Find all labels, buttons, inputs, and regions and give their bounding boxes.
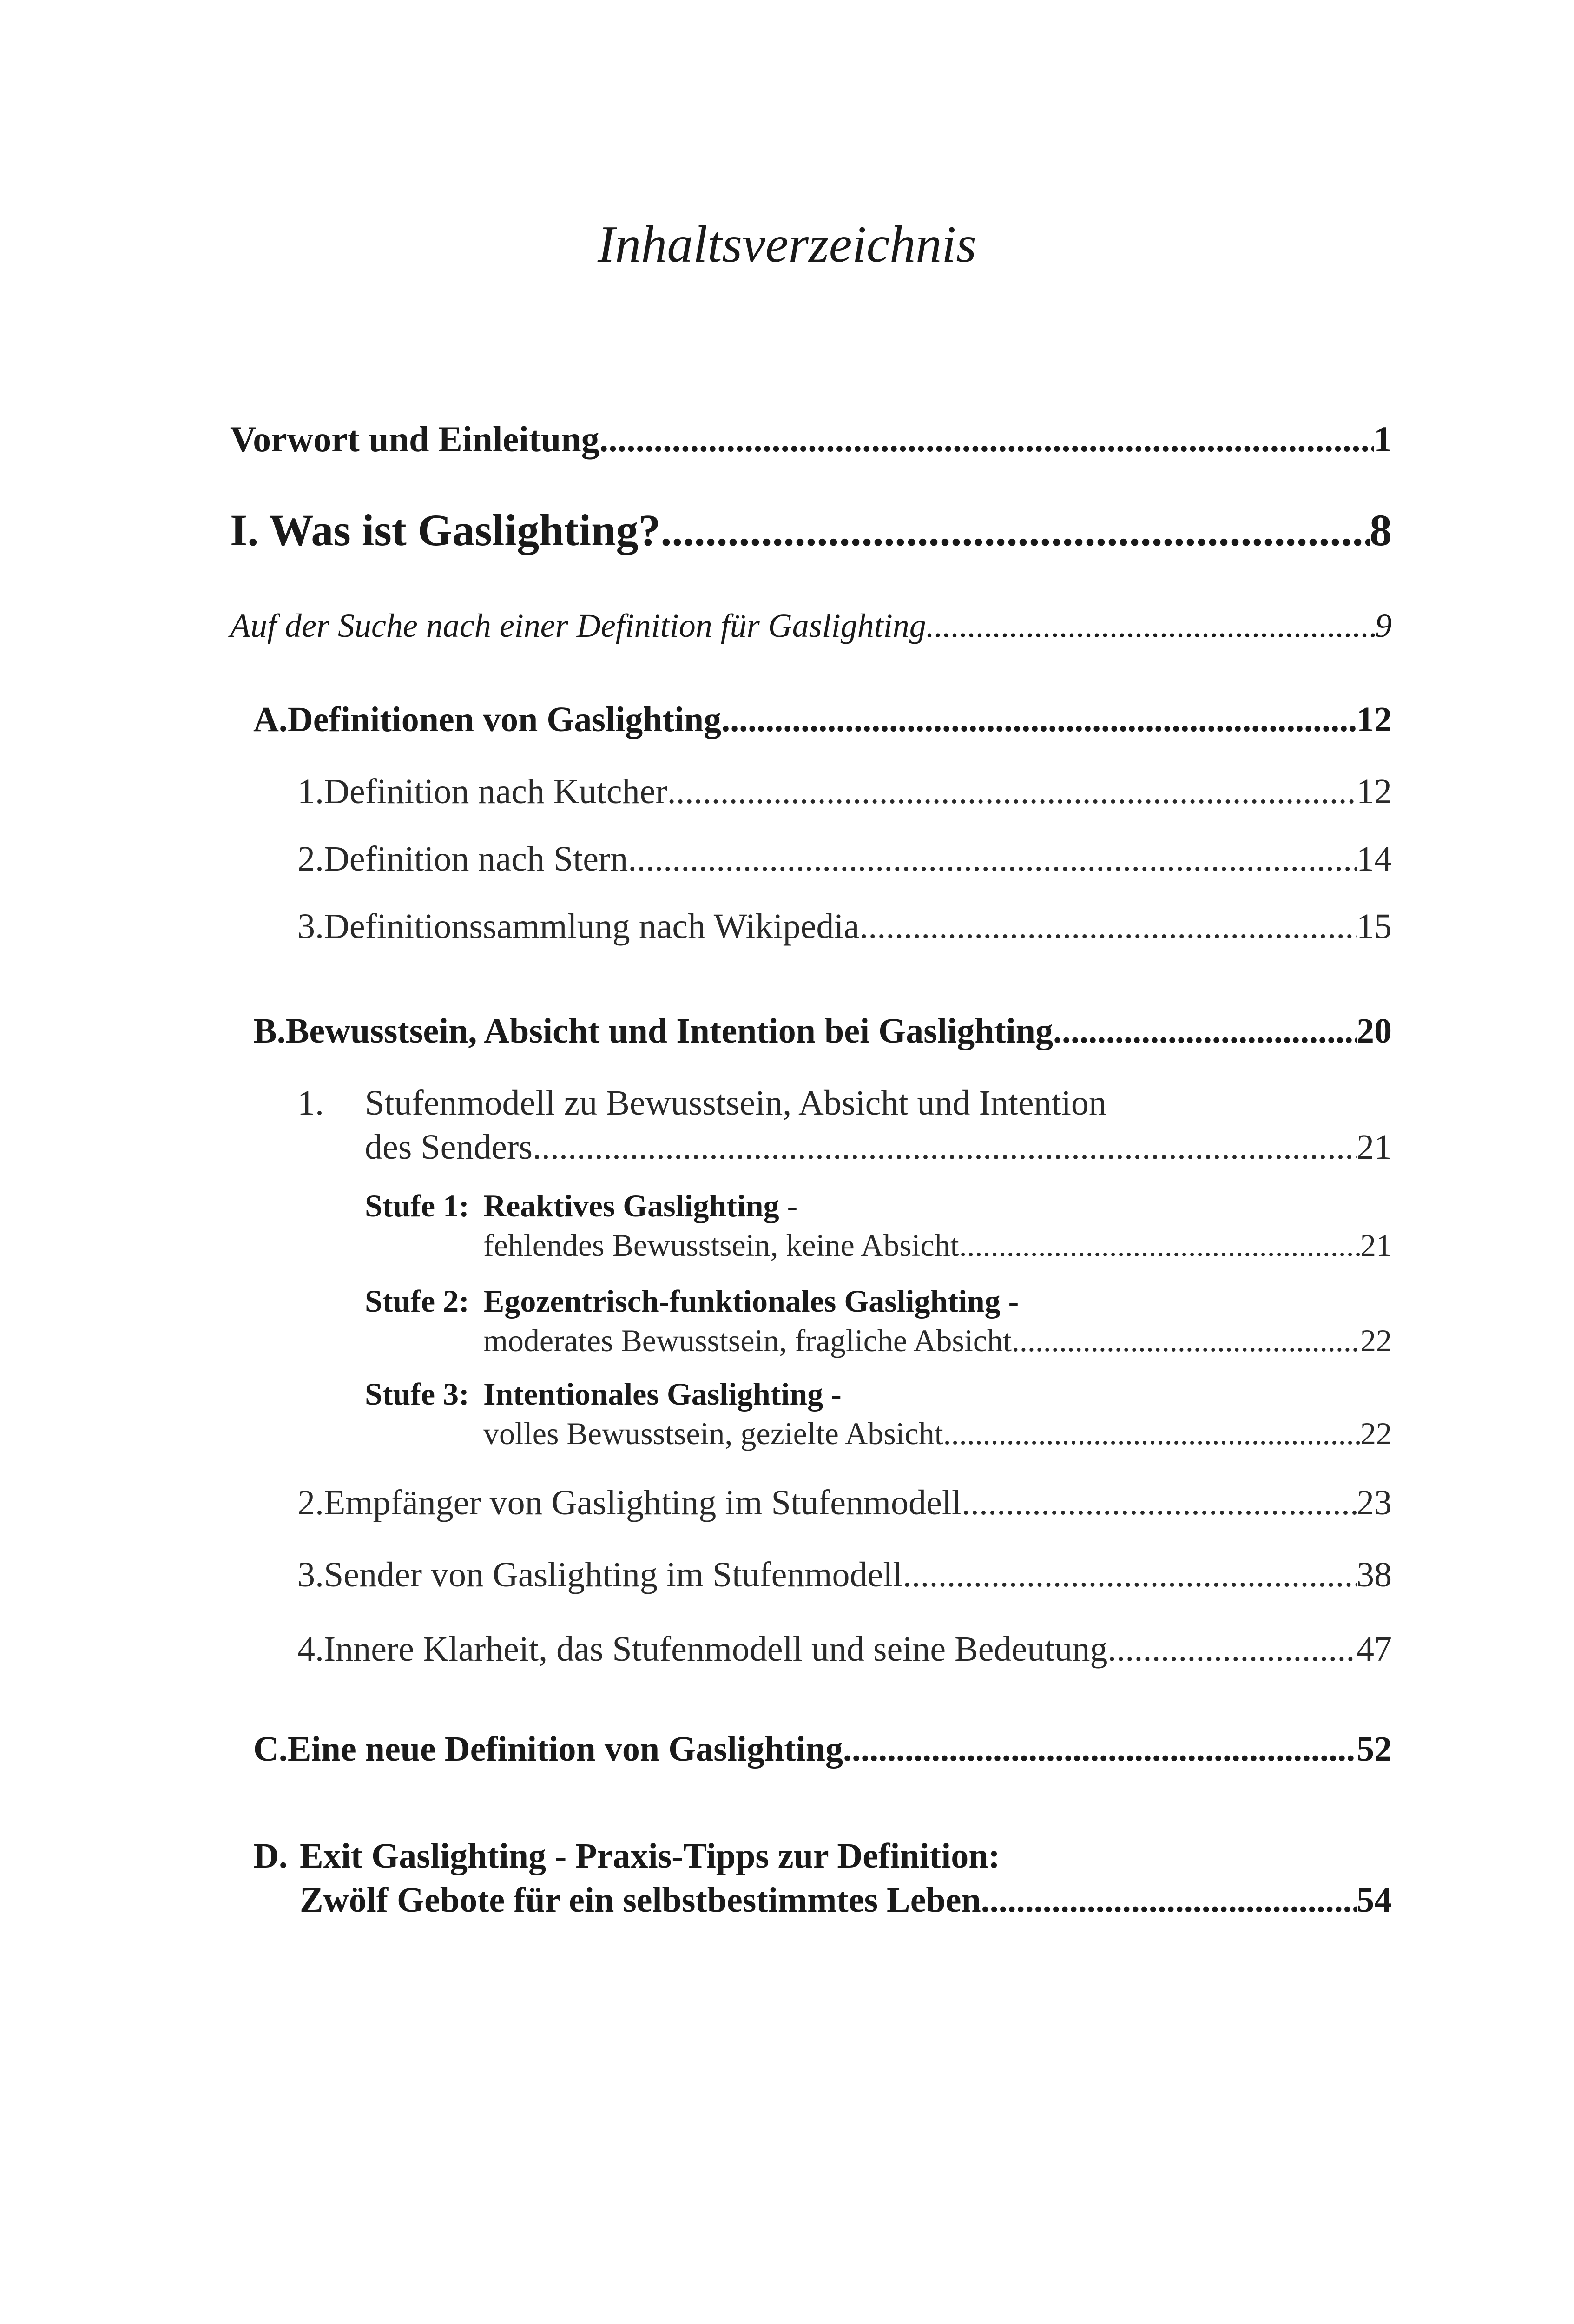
toc-entry-stufe-2-line1[interactable] <box>365 1283 1019 1320</box>
toc-entry-text: Egozentrisch-funktionales Gaslighting - <box>483 1283 1019 1319</box>
toc-entry-label: 1. <box>297 772 324 811</box>
toc-entry-label: 1. <box>297 1083 324 1122</box>
toc-entry-label: 3. <box>297 907 324 946</box>
toc-page-number: 14 <box>1357 839 1392 878</box>
toc-leader-dots <box>981 1880 1357 1921</box>
toc-entry-text: Definition nach Stern <box>324 839 628 878</box>
toc-entry-label: A. <box>253 700 288 739</box>
toc-leader-dots <box>959 1227 1360 1264</box>
toc-page-number: 47 <box>1357 1630 1392 1669</box>
toc-entry-text: Exit Gaslighting - Praxis-Tipps zur Definition: <box>300 1836 1000 1875</box>
toc-page-number: 12 <box>1357 700 1392 739</box>
toc-entry-label: 4. <box>297 1630 324 1669</box>
toc-leader-dots <box>599 418 1374 460</box>
toc-leader-dots <box>926 607 1375 645</box>
toc-leader-dots <box>667 772 1357 812</box>
toc-leader-dots <box>843 1729 1357 1769</box>
toc-entry-stufe-1[interactable] <box>483 1227 1392 1264</box>
toc-leader-dots <box>1107 1629 1357 1670</box>
toc-entry-vorwort[interactable] <box>230 418 1392 460</box>
toc-entry-b3[interactable] <box>297 1555 1392 1595</box>
toc-entry-text: Stufenmodell zu Bewusstsein, Absicht und Intention <box>365 1083 1106 1122</box>
toc-entry-text: Definition nach Kutcher <box>324 772 667 811</box>
toc-page-number: 54 <box>1357 1881 1392 1920</box>
toc-entry-a2[interactable] <box>297 839 1392 879</box>
toc-entry-text: Reaktives Gaslighting - <box>483 1188 798 1223</box>
toc-entry-b4[interactable] <box>297 1629 1392 1670</box>
toc-page-number: 8 <box>1370 505 1392 555</box>
toc-entry-label: Stufe 3: <box>365 1376 469 1412</box>
toc-entry-label: C. <box>253 1730 288 1769</box>
toc-page-number: 52 <box>1357 1730 1392 1769</box>
toc-page-number: 12 <box>1357 772 1392 811</box>
toc-entry-text: moderates Bewusstsein, fragliche Absicht <box>483 1323 1012 1358</box>
toc-entry-label: 2. <box>297 839 324 878</box>
toc-entry-b2[interactable] <box>297 1483 1392 1523</box>
toc-page-number: 20 <box>1357 1011 1392 1050</box>
toc-entry-label: Stufe 2: <box>365 1283 469 1319</box>
toc-entry-text: des Senders <box>365 1128 533 1167</box>
toc-page-number: 38 <box>1357 1555 1392 1594</box>
toc-leader-dots <box>1012 1322 1360 1359</box>
toc-page-number: 15 <box>1357 907 1392 946</box>
toc-entry-text: Sender von Gaslighting im Stufenmodell <box>324 1555 903 1594</box>
toc-page-number: 22 <box>1360 1323 1392 1358</box>
toc-leader-dots <box>660 504 1370 556</box>
toc-entry-section-d-line1[interactable] <box>253 1836 1000 1876</box>
toc-entry-text: Auf der Suche nach einer Definition für Gaslighting <box>230 607 926 644</box>
toc-entry-text: Zwölf Gebote für ein selbstbestimmtes Leben <box>300 1881 981 1920</box>
page-title: Inhaltsverzeichnis <box>598 216 976 273</box>
toc-entry-section-b[interactable] <box>253 1011 1392 1051</box>
toc-leader-dots <box>721 700 1357 740</box>
toc-entry-stufe-3-line1[interactable] <box>365 1376 842 1413</box>
toc-leader-dots <box>859 906 1357 947</box>
toc-entry-text: I. Was ist Gaslighting? <box>230 505 661 555</box>
toc-entry-label: B. <box>253 1011 286 1050</box>
toc-entry-text: Innere Klarheit, das Stufenmodell und seine Bedeutung <box>324 1630 1108 1669</box>
toc-leader-dots <box>1053 1011 1357 1051</box>
toc-leader-dots <box>533 1127 1357 1168</box>
toc-entry-a1[interactable] <box>297 772 1392 812</box>
toc-entry-suche[interactable] <box>230 607 1392 645</box>
toc-entry-part-1[interactable] <box>230 504 1392 556</box>
toc-entry-stufe-2[interactable] <box>483 1322 1392 1359</box>
toc-entry-b1-line1[interactable] <box>297 1083 1106 1123</box>
toc-entry-label: 3. <box>297 1555 324 1594</box>
toc-entry-text: Vorwort und Einleitung <box>230 419 599 459</box>
toc-page-number: 23 <box>1357 1483 1392 1522</box>
toc-entry-text: Definitionssammlung nach Wikipedia <box>324 907 860 946</box>
toc-entry-section-a[interactable] <box>253 700 1392 740</box>
toc-entry-stufe-1-line1[interactable] <box>365 1188 797 1224</box>
toc-page-number: 22 <box>1360 1416 1392 1451</box>
toc-entry-label: Stufe 1: <box>365 1188 469 1223</box>
toc-entry-text: Intentionales Gaslighting - <box>483 1376 842 1412</box>
toc-page-number: 21 <box>1357 1128 1392 1167</box>
toc-entry-label: D. <box>253 1836 288 1875</box>
toc-page-number: 21 <box>1360 1228 1392 1263</box>
toc-entry-a3[interactable] <box>297 906 1392 947</box>
toc-entry-label: 2. <box>297 1483 324 1522</box>
toc-leader-dots <box>962 1483 1357 1523</box>
toc-entry-b1[interactable] <box>365 1127 1392 1168</box>
toc-page-number: 9 <box>1375 607 1392 644</box>
toc-leader-dots <box>628 839 1357 879</box>
toc-leader-dots <box>902 1555 1357 1595</box>
toc-page-number: 1 <box>1374 419 1392 459</box>
toc-entry-section-c[interactable] <box>253 1729 1392 1769</box>
toc-entry-text: Empfänger von Gaslighting im Stufenmodell <box>324 1483 962 1522</box>
toc-entry-stufe-3[interactable] <box>483 1415 1392 1452</box>
toc-entry-section-d[interactable] <box>300 1880 1392 1921</box>
toc-entry-text: Bewusstsein, Absicht und Intention bei Gaslighting <box>285 1011 1054 1050</box>
toc-entry-text: Definitionen von Gaslighting <box>287 700 722 739</box>
toc-leader-dots <box>943 1415 1360 1452</box>
toc-entry-text: fehlendes Bewusstsein, keine Absicht <box>483 1228 959 1263</box>
toc-entry-text: Eine neue Definition von Gaslighting <box>287 1730 843 1769</box>
toc-entry-text: volles Bewusstsein, gezielte Absicht <box>483 1416 943 1451</box>
